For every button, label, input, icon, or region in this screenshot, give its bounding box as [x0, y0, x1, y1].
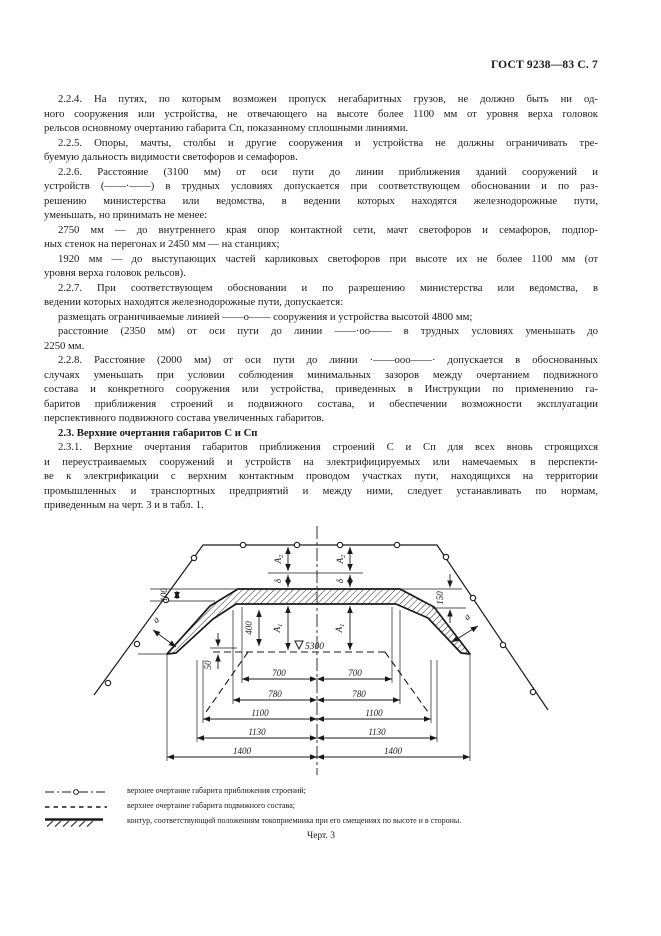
text-line: 2.2.8. Расстояние (2000 мм) от оси пути до линии ·——ооо——· допускается в обоснованных	[58, 354, 598, 366]
text-line: размещать ограничиваемые линией ——о—— сооружения и устройства высотой 4800 мм;	[58, 310, 473, 323]
svg-text:а: а	[151, 615, 162, 626]
text-line: перспективного подвижного состава увеличенных габаритов.	[44, 412, 325, 424]
svg-text:100: 100	[159, 588, 169, 602]
text-line: 2.3. Верхние очертания габаритов С и Сп	[58, 426, 258, 439]
svg-text:1400: 1400	[384, 746, 402, 756]
horizontal-dimension-rows	[167, 679, 470, 757]
legend-text: верхнее очертание габарита приближения строений;	[127, 786, 306, 795]
text-line: расстояние (2350 мм) от оси пути до линии ——·оо—— в трудных условиях уменьшать до	[58, 325, 598, 337]
svg-text:δ: δ	[273, 578, 283, 584]
svg-text:A1: $A_1$	[334, 623, 346, 633]
text-line: 2250 мм.	[44, 339, 85, 352]
svg-text:700: 700	[272, 668, 286, 678]
svg-text:700: 700	[348, 668, 362, 678]
text-line: ведении которых находятся железнодорожные пути, допускается:	[44, 296, 344, 308]
text-line: состава и конкретного сооружения или устройства, приведенных в Инструкции по применению га-	[44, 383, 598, 395]
text-line: 2.2.4. На путях, по которым возможен пропуск негабаритных грузов, не должно быть ни од-	[58, 93, 598, 105]
diagram-legend	[45, 784, 635, 829]
svg-text:1130: 1130	[248, 727, 266, 737]
body-text	[44, 92, 598, 513]
text-line: приведенным на черт. 3 и в табл. 1.	[44, 499, 204, 511]
text-line: буемую дальность видимости светофоров и семафоров.	[44, 151, 298, 163]
legend-item	[45, 799, 635, 813]
svg-text:1130: 1130	[368, 727, 386, 737]
text-line: случаях уменьшать при условии соблюдения минимальных зазоров между очертанием подвижного	[44, 368, 598, 381]
svg-text:780: 780	[352, 689, 366, 699]
svg-text:1100: 1100	[251, 708, 269, 718]
text-line: уровня верха головок рельсов).	[44, 267, 186, 279]
svg-text:A1: $A_1$	[272, 623, 284, 633]
text-line: 2.2.7. При соответствующем обосновании и по разрешению министерства или ведомства, в	[58, 281, 598, 294]
text-line: ве к электрификации с верхним контактным проводом участках пути, находящихся на территории	[44, 470, 598, 482]
text-line: промышленных и транспортных предприятий и между ними, следует устанавливать по нормам,	[44, 484, 598, 497]
legend-item	[45, 814, 635, 828]
structure-clearance-outline	[94, 542, 548, 710]
hatched-contour-line-symbol	[45, 816, 107, 828]
svg-text:а: а	[462, 612, 473, 623]
text-line: 2750 мм — до внутреннего края опор контактной сети, мачт светофоров и семафоров, подпор-	[58, 223, 598, 236]
svg-text:780: 780	[268, 689, 282, 699]
svg-text:50: 50	[203, 660, 213, 670]
svg-text:1100: 1100	[365, 708, 383, 718]
svg-text:150: 150	[435, 591, 445, 605]
level-mark-5300	[295, 641, 324, 652]
dimension-labels	[152, 554, 473, 756]
legend-text: контур, соответствующий положениям токоприемника при его смещениях по высоте и в стороны.	[127, 816, 462, 825]
text-line: ных стенок на перегонах и 2450 мм — на станциях;	[44, 238, 280, 250]
page-header: ГОСТ 9238—83 С. 7	[490, 59, 598, 71]
svg-text:A2: $A_2$	[273, 554, 285, 564]
figure-caption: Черт. 3	[307, 831, 335, 841]
clearance-diagram	[0, 520, 661, 782]
text-line: уменьшать, но принимать не менее:	[44, 209, 208, 221]
text-line: решению министерства или ведомства, в ведении которых находятся железнодорожные пути,	[44, 194, 598, 207]
text-line: баритов приближения строений и подвижного состава, и обеспечении возможности эксплуатации	[44, 397, 598, 410]
dashed-line-symbol	[45, 801, 107, 813]
legend-text: верхнее очертание габарита подвижного состава;	[127, 801, 296, 810]
text-line: ного сооружения или устройства, не отвечающего на высоте более 1100 мм от уровня верха головок	[44, 107, 598, 120]
svg-text:A2: $A_2$	[335, 554, 347, 564]
text-line: рельсов основному очертанию габарита Сп, показанному сплошными линиями.	[44, 122, 409, 134]
svg-text:1400: 1400	[233, 746, 251, 756]
dash-dot-circle-line-symbol	[45, 786, 107, 798]
text-line: и переустраиваемых сооружений и устройств на электрифицируемых или намечаемых в перспекти-	[44, 455, 598, 468]
svg-text:5300: 5300	[305, 642, 324, 652]
svg-text:400: 400	[244, 621, 254, 635]
svg-text:δ: δ	[335, 578, 345, 584]
text-line: 2.2.6. Расстояние (3100 мм) от оси пути до линии приближения зданий сооружений и	[58, 165, 598, 178]
text-line: 2.3.1. Верхние очертания габаритов приближения строений С и Сп для всех вновь строящихся	[58, 441, 598, 453]
text-line: 2.2.5. Опоры, мачты, столбы и другие сооружения и устройства не должны ограничивать тре-	[58, 136, 598, 149]
legend-item	[45, 784, 635, 798]
text-line: устройств (——·——) в трудных условиях допускается при соответствующем обосновании и по раз-	[44, 180, 598, 192]
text-line: 1920 мм — до выступающих частей карликовых светофоров при высоте их не более 1100 мм (от	[58, 252, 598, 265]
